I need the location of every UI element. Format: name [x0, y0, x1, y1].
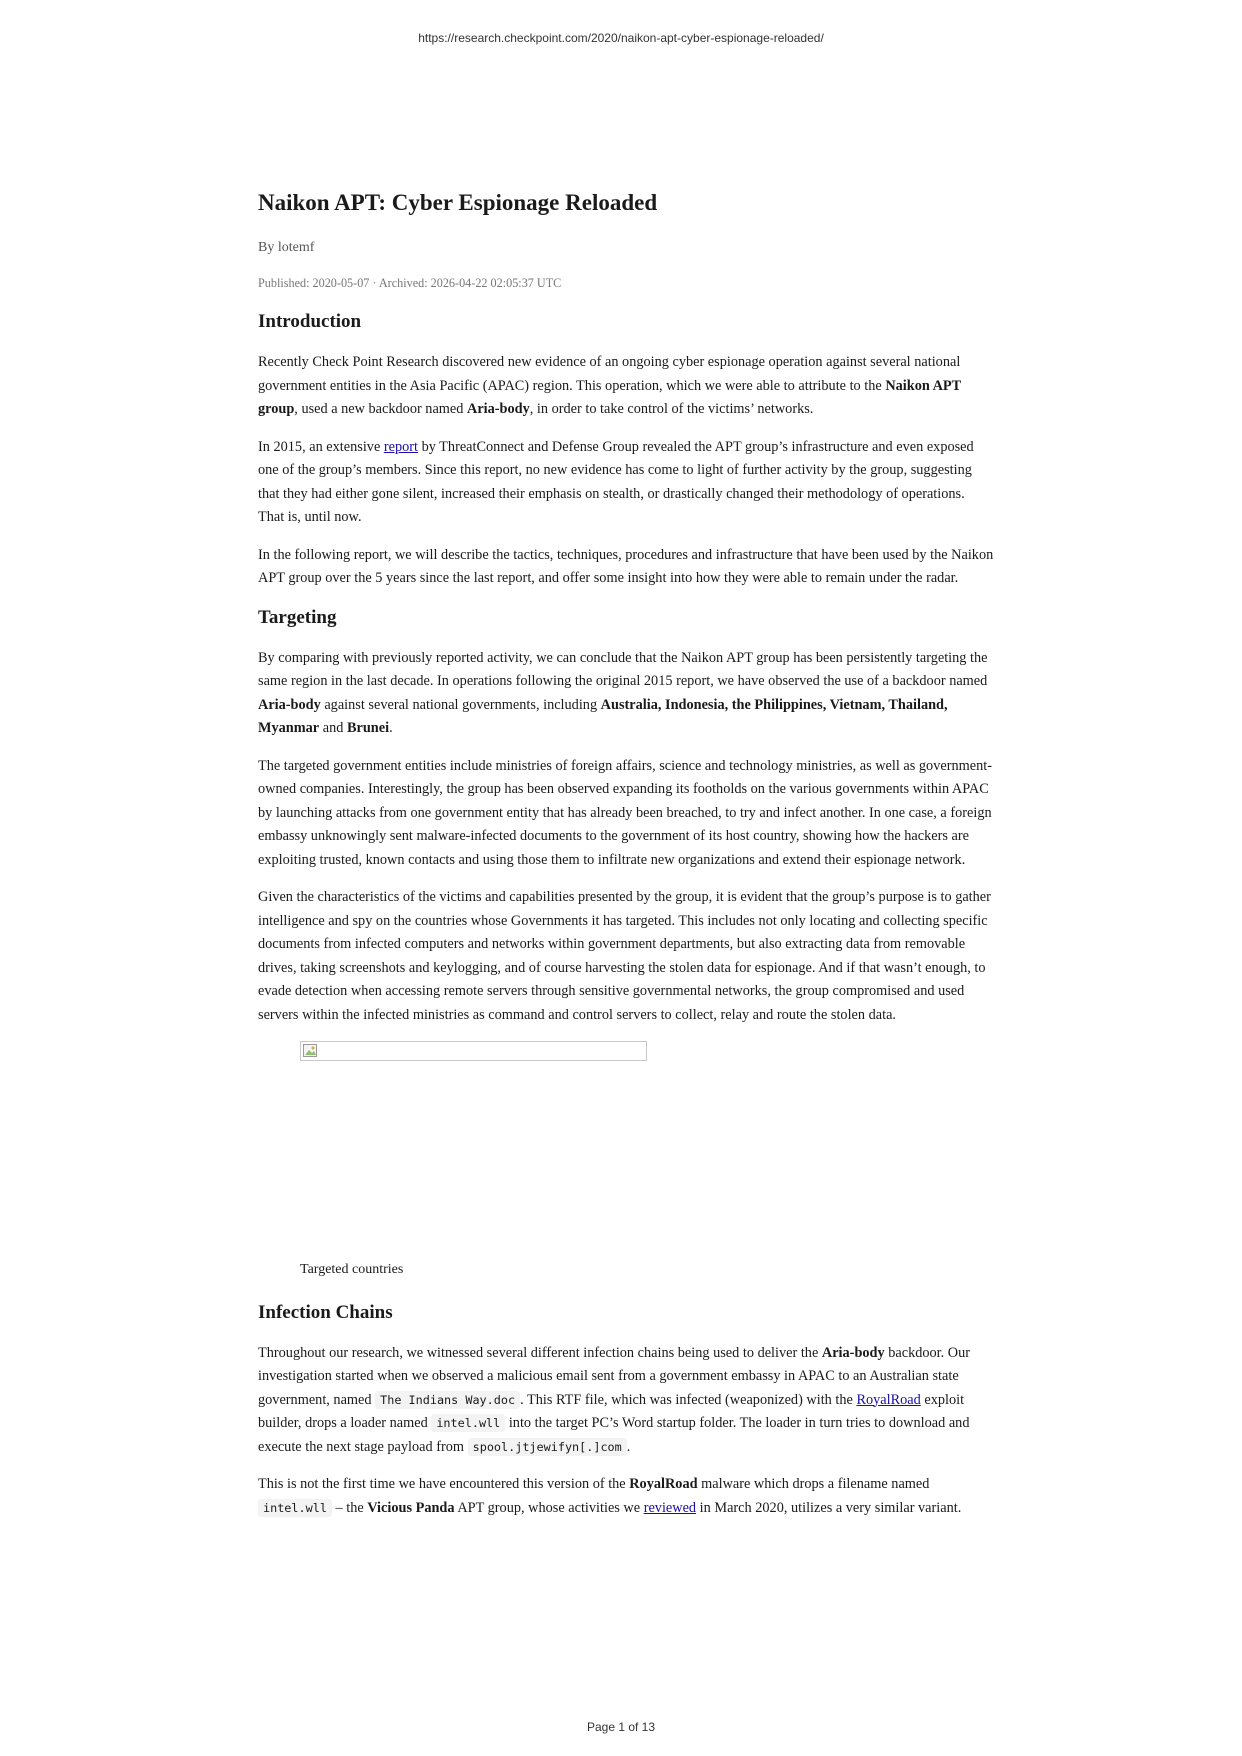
- byline: By lotemf: [258, 240, 315, 255]
- publish-meta: Published: 2020-05-07 · Archived: 2026-04-22 02:05:37 UTC: [258, 275, 562, 290]
- paragraph: Throughout our research, we witnessed several different infection chains being used to deliver the Aria-body backdoor. Our investigation started when we observed a malicious email sent from a government embassy in APAC to an Australian state government, named The Indians Way.doc . This RTF file, which was infected (weaponized) with the RoyalRoad exploit builder, drops a loader named intel.wll into the target PC’s Word startup folder. The loader in turn tries to download and execute the next stage payload from spool.jtjewifyn[.]com .: [258, 1344, 971, 1455]
- broken-image-icon: [300, 1041, 647, 1061]
- figure-caption: Targeted countries: [300, 1262, 404, 1277]
- inline-code: The Indians Way.doc: [375, 1391, 520, 1409]
- paragraph: In 2015, an extensive report by ThreatConnect and Defense Group revealed the APT group’s infrastructure and even exposed one of the group’s members. Since this report, no new evidence has come to light of further activity by the group, suggesting that they had either gone silent, increased their emphasis on stealth, or drastically changed their methodology of operations. That is, until now.: [258, 438, 974, 525]
- paragraph: This is not the first time we have encountered this version of the RoyalRoad malware which drops a filename named intel.wll – the Vicious Panda APT group, whose activities we reviewed in March 2020, utilizes a very similar variant.: [258, 1476, 962, 1516]
- source-url: https://research.checkpoint.com/2020/naikon-apt-cyber-espionage-reloaded/: [418, 31, 824, 45]
- article-title: Naikon APT: Cyber Espionage Reloaded: [258, 190, 658, 215]
- page-number: Page 1 of 13: [586, 1720, 656, 1734]
- royalroad-link[interactable]: RoyalRoad: [856, 1391, 921, 1408]
- report-link[interactable]: report: [383, 438, 418, 455]
- inline-code: spool.jtjewifyn[.]com: [468, 1438, 627, 1456]
- paragraph: Given the characteristics of the victims and capabilities presented by the group, it is evident that the group’s purpose is to gather intelligence and spy on the countries whose Governments it has targeted. This includes not only locating and collecting specific documents from infected computers and networks within government departments, but also extracting data from removable drives, taking screenshots and keylogging, and of course harvesting the stolen data for espionage. And if that wasn’t enough, to evade detection when accessing remote servers through sensitive governmental networks, the group compromised and used servers within the infected ministries as command and control servers to collect, relay and route the stolen data.: [258, 889, 991, 1023]
- paragraph: By comparing with previously reported activity, we can conclude that the Naikon APT group has been persistently targeting the same region in the last decade. In operations following the original 2015 report, we have observed the use of a backdoor named Aria-body against several national governments, including Australia, Indonesia, the Philippines, Vietnam, Thailand, Myanmar and Brunei.: [258, 649, 988, 736]
- paragraph: The targeted government entities include ministries of foreign affairs, science and technology ministries, as well as government-owned companies. Interestingly, the group has been observed expanding its footholds on the various governments within APAC by launching attacks from one government entity that has already been breached, to try and infect another. In one case, a foreign embassy unknowingly sent malware-infected documents to the government of its host country, showing how the hackers are exploiting trusted, known contacts and using those them to infiltrate new organizations and extend their espionage network.: [258, 757, 992, 868]
- article: [258, 188, 994, 1534]
- section-heading-introduction: Introduction: [258, 311, 362, 332]
- paragraph: Recently Check Point Research discovered new evidence of an ongoing cyber espionage operation against several national government entities in the Asia Pacific (APAC) region. This operation, which we were able to attribute to the Naikon APT group, used a new backdoor named Aria-body, in order to take control of the victims’ networks.: [258, 354, 961, 417]
- paragraph: In the following report, we will describe the tactics, techniques, procedures and infrastructure that have been used by the Naikon APT group over the 5 years since the last report, and offer some insight into how they were able to remain under the radar.: [258, 546, 994, 586]
- inline-code: intel.wll: [258, 1499, 332, 1517]
- section-heading-targeting: Targeting: [258, 606, 337, 628]
- figure-targeted-countries: [300, 1041, 994, 1282]
- section-heading-infection-chains: Infection Chains: [258, 1301, 393, 1323]
- inline-code: intel.wll: [431, 1414, 505, 1432]
- reviewed-link[interactable]: reviewed: [643, 1499, 697, 1516]
